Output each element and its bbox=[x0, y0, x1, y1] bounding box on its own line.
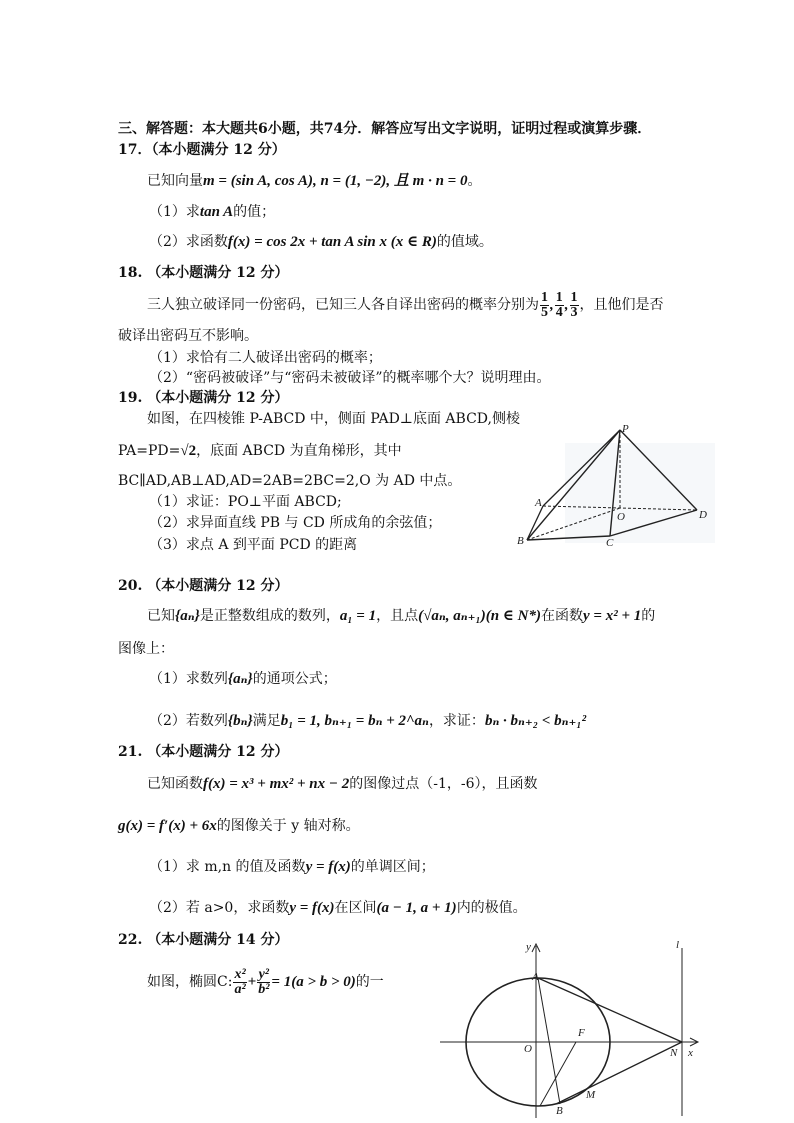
q17-stem-pre: 已知向量 bbox=[147, 173, 203, 189]
q19-stem2-post: ，底面 ABCD 为直角梯形，其中 bbox=[196, 443, 402, 459]
q19-part2: （2）求异面直线 PB 与 CD 所成角的余弦值； bbox=[149, 515, 442, 531]
fraction-1-4: $\frac{1}{4}$ bbox=[555, 289, 563, 320]
q17-part1 bbox=[149, 203, 275, 221]
q17-p2-post: 的值域。 bbox=[436, 234, 493, 250]
q21-part2: （2）若 a>0，求函数y = f(x)在区间(a − 1, a + 1)内的极值。 bbox=[149, 900, 527, 916]
label-a: A bbox=[535, 497, 542, 509]
q20-stem: 已知{aₙ}是正整数组成的数列，a₁ = 1，且点(√aₙ, aₙ₊₁)(n ∈ N*)在函数y = x² + 1的 bbox=[147, 608, 656, 624]
label-a: A bbox=[532, 971, 539, 983]
label-d: D bbox=[699, 509, 707, 521]
label-b: B bbox=[517, 535, 524, 547]
segment-am bbox=[538, 978, 560, 1104]
q22-title: 22. （本小题满分 14 分） bbox=[118, 932, 289, 948]
fraction-1-5: $\frac{1}{5}$ bbox=[541, 289, 548, 320]
q19-part3: （3）求点 A 到平面 PCD 的距离 bbox=[149, 537, 358, 553]
q17-p1-pre: （1）求 bbox=[149, 204, 200, 220]
pyramid-figure bbox=[505, 418, 730, 553]
q17-p1-post: 的值； bbox=[233, 204, 276, 220]
label-o: O bbox=[524, 1043, 532, 1055]
q19-stem-line1: 如图，在四棱锥 P-ABCD 中，侧面 PAD⊥底面 ABCD,侧棱 bbox=[147, 411, 520, 427]
q20-point: (√aₙ, aₙ₊₁)(n ∈ N*) bbox=[418, 608, 541, 624]
fraction-x2-a2: $\frac{\text{x²}}{\text{a²}}$ bbox=[234, 966, 246, 997]
q17-part2 bbox=[149, 233, 493, 251]
q19-stem-line3: BC∥AD,AB⊥AD,AD=2AB=2BC=2,O 为 AD 中点。 bbox=[118, 473, 462, 489]
figure-watermark-bg bbox=[565, 443, 715, 543]
segment-mn bbox=[556, 1042, 682, 1104]
q20-stem-line2: 图像上： bbox=[118, 641, 174, 657]
q20-seq-a: {aₙ} bbox=[175, 608, 200, 624]
fraction-1-3: $\frac{1}{3}$ bbox=[570, 289, 578, 320]
q17-stem-post: 。 bbox=[467, 173, 482, 189]
label-m: M bbox=[586, 1089, 596, 1101]
q21-part1: （1）求 m,n 的值及函数y = f(x)的单调区间； bbox=[149, 859, 435, 875]
q20-title: 20. （本小题满分 12 分） bbox=[118, 578, 289, 594]
q17-p2-math: f(x) = cos 2x + tan A sin x (x ∈ R) bbox=[227, 234, 437, 250]
label-p: P bbox=[622, 423, 629, 435]
q19-stem-line2 bbox=[118, 442, 402, 460]
q19-stem2-pre: PA=PD= bbox=[118, 443, 181, 459]
q19-sqrt2: √2 bbox=[180, 443, 197, 459]
fraction-y2-b2: $\frac{\text{y²}}{\text{b²}}$ bbox=[258, 966, 270, 997]
q21-stem-line2: g(x) = f′(x) + 6x的图像关于 y 轴对称。 bbox=[118, 818, 360, 834]
q22-stem: 如图，椭圆C: $\frac{\text{x²}}{\text{a²}}$ + $\frac{\text{y²}}{\text{b²}}$ = 1(a > b > 0)的一 bbox=[147, 966, 384, 997]
label-n: N bbox=[670, 1047, 678, 1059]
q17-p2-pre: （2）求函数 bbox=[149, 234, 228, 250]
label-o: O bbox=[617, 511, 625, 523]
q18-stem: 三人独立破译同一份密码，已知三人各自译出密码的概率分别为 $\frac{1}{5}$ , $\frac{1}{4}$ , $\frac{1}{3}$ ，且他们是否 bbox=[147, 289, 664, 320]
q20-part1: （1）求数列{aₙ}的通项公式； bbox=[149, 671, 337, 687]
label-y: y bbox=[526, 941, 531, 953]
q20-a1: a₁ = 1 bbox=[339, 608, 377, 624]
q18-part1: （1）求恰有二人破译出密码的概率； bbox=[149, 350, 382, 366]
section-heading: 三、解答题：本大题共6小题，共74分．解答应写出文字说明，证明过程或演算步骤． bbox=[118, 121, 652, 137]
q21-title: 21. （本小题满分 12 分） bbox=[118, 744, 289, 760]
ellipse-figure bbox=[436, 938, 716, 1118]
q20-function: y = x² + 1 bbox=[583, 608, 642, 624]
q17-stem-math: m = (sin A, cos A), n = (1, −2), 且 m · n = 0 bbox=[203, 173, 468, 189]
q17-title: 17．（本小题满分 12 分） bbox=[118, 142, 286, 158]
label-c: C bbox=[606, 537, 614, 549]
q17-stem bbox=[147, 172, 481, 190]
q18-stem-line2: 破译出密码互不影响。 bbox=[118, 328, 258, 344]
label-f: F bbox=[578, 1027, 585, 1039]
q18-title: 18. （本小题满分 12 分） bbox=[118, 265, 289, 281]
label-b: B bbox=[556, 1105, 563, 1117]
q20-part2: （2）若数列{bₙ}满足b₁ = 1, bₙ₊₁ = bₙ + 2^aₙ，求证：bₙ · bₙ₊₂ < bₙ₊₁² bbox=[149, 713, 587, 729]
q18-stem-post: ，且他们是否 bbox=[579, 297, 664, 313]
q21-stem: 已知函数f(x) = x³ + mx² + nx − 2的图像过点（-1，-6），且函数 bbox=[147, 776, 538, 792]
label-x: x bbox=[688, 1047, 693, 1059]
q19-part1: （1）求证：PO⊥平面 ABCD; bbox=[149, 494, 342, 510]
q18-stem-pre: 三人独立破译同一份密码，已知三人各自译出密码的概率分别为 bbox=[147, 297, 539, 313]
q18-part2: （2）“密码被破译”与“密码未被破译”的概率哪个大？说明理由。 bbox=[149, 370, 551, 386]
q17-p1-math: tan A bbox=[199, 204, 234, 220]
q19-title: 19. （本小题满分 12 分） bbox=[118, 390, 289, 406]
label-l: l bbox=[676, 939, 680, 951]
